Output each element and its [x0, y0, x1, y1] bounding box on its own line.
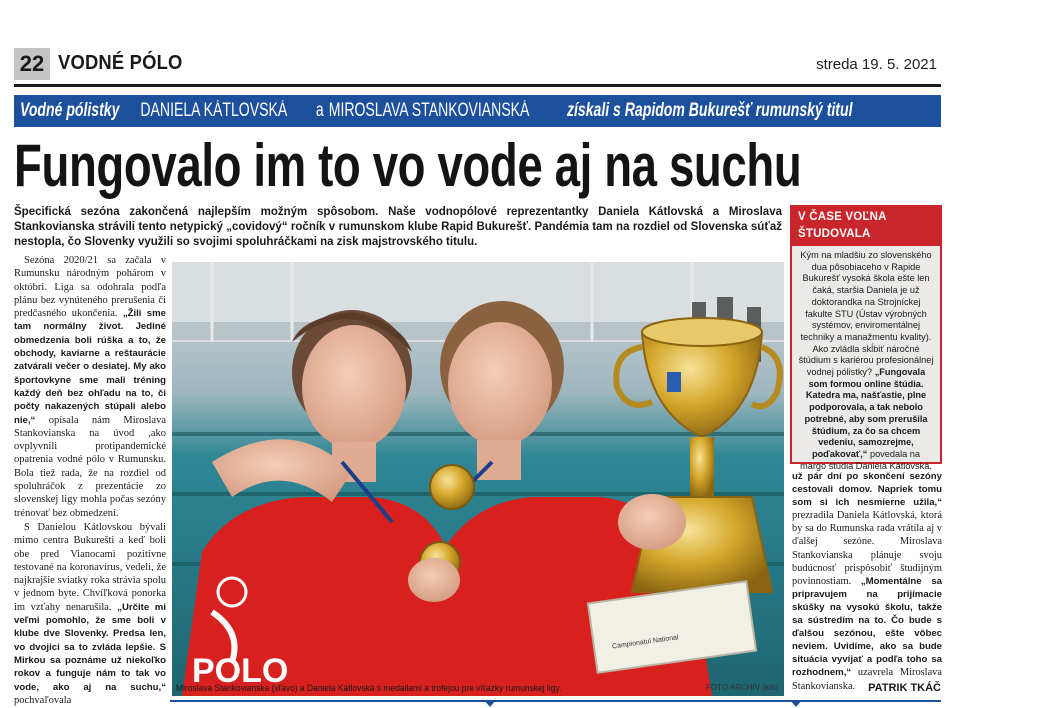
sidebar-quote: „Fungovala som formou online štúdia. Katedra ma, našťastie, plne podporovala, a tak nebolo potrebné, aby som prerušila štúdium, za čo sa chcem vedeniu, samozrejme, poďakovať,“ — [804, 367, 928, 459]
section-title: VODNÉ PÓLO — [58, 52, 183, 74]
issue-date: streda 19. 5. 2021 — [816, 56, 937, 73]
quote-text: „Momentálne sa pripravujem na prijímacie skúšky na vysokú školu, takže sa sústredím na to. Čo bude s ďalšou sezónou, ešte vôbec neviem. Uvidíme, ako sa bude situácia vyvíjať a podľa toho sa rozhodnem,“ — [792, 575, 942, 679]
kicker-part: Vodné pólistky — [20, 100, 120, 121]
footer-marker — [484, 700, 496, 707]
body-text: prezradila Daniela Kátlovská, ktorá by sa do Rumunska rada vrátila aj v ďalšej sezóne. Miroslava Stankovianska plánuje svoju budúcnosť prispôsobiť študijným povinnostiam. — [792, 510, 942, 587]
body-text: opísala nám Miroslava Stankovianska na úvod ,ako ovplyvnili protipandemické opatrenia vodné pólo v Rumunsku. Bola tiež rada, že na rozdiel od spoluhráčok z prezentácie zo slovenskej ligy mohla počas sezóny trénovať bez obmedzení. — [14, 414, 166, 519]
footer-rule — [170, 700, 941, 702]
sidebar-title: V ČASE VOĽNA ŠTUDOVALA — [792, 207, 940, 246]
body-text: pochvaľovala — [14, 694, 72, 706]
paragraph — [14, 521, 166, 707]
quote-text: „Žili sme tam normálny život. Jediné obmedzenia boli rúška a to, že obchody, kaviarne a reštaurácie zatvárali večer o desiatej. My ako športovkyne sme mali tréning každý deň bez ohľadu na to, či počty nakazených stúpali alebo nie,“ — [14, 308, 166, 426]
kicker-bar — [14, 95, 941, 127]
photo-illustration — [172, 262, 784, 696]
photo-credit: FOTO ARCHÍV (kát) — [706, 683, 779, 692]
page-number: 22 — [14, 48, 50, 80]
paragraph — [14, 254, 166, 520]
article-photo — [172, 262, 784, 696]
footer-marker — [790, 700, 802, 707]
article-column-left — [14, 254, 166, 704]
quote-text: „Určite mi veľmi pomohlo, že sme boli v klube dve Slovenky. Predsa len, vo dvojici sa to zvláda lepšie. S Mirkou sa poznáme už niekoľko rokov a funguje nám to tak vo vode, ako aj na suchu,“ — [14, 601, 166, 693]
author-byline: PATRIK TKÁČ — [868, 682, 941, 694]
body-text: uzavrela Miroslava Stankovianska. — [792, 667, 942, 692]
header-rule — [14, 84, 941, 87]
kicker-part: získali s Rapidom Bukurešť rumunský titul — [566, 100, 853, 121]
body-text: Sezóna 2020/21 sa začala v Rumunsku národným pohárom v októbri. Liga sa odohrala podľa plánu bez vynúteného prerušenia či predčasného ukončenia. — [14, 255, 166, 320]
plaque-text: Campionatul National — [611, 634, 679, 651]
sidebar-body — [792, 246, 940, 472]
kicker-part: a — [315, 100, 324, 121]
headline: Fungovalo im to vo vode aj na suchu — [14, 132, 802, 199]
sidebar-text: Kým na mladšiu zo slovenského dua pôsobiaceho v Rapide Bukurešť vysoká škola ešte len čaká, staršia Daniela je už doktorandka na Strojníckej fakulte STU (Ústav výrobných systémov, enviromentálnej techniky a manažmentu kvality). Ako zvládla skĺbiť náročné štúdium s kariérou profesionálnej vodnej pólistky? — [798, 250, 934, 378]
body-text: S Danielou Kátlovskou bývali mimo centra Bukurešti a keď boli obe pred Vianocami pozitívne testované na koronavírus, vedeli, že najkrajšie sviatky roka strávia spolu v jednom byte. Chvíľková ponorka im vzťahy nenarušila. — [14, 521, 166, 613]
kicker-name: DANIELA KÁTLOVSKÁ — [140, 100, 287, 121]
photo-caption: Miroslava Stankovianska (vľavo) a Daniela Kátlovská s medailami a trofejou pre víťazky rumunskej ligy. — [176, 682, 562, 693]
quote-text: už pár dní po skončení sezóny cestovali domov. Napriek tomu som si ich nesmierne užila,“ — [792, 471, 942, 509]
shirt-text: POLO — [192, 652, 289, 690]
sidebar-box — [790, 205, 942, 471]
kicker-name: MIROSLAVA STANKOVIANSKÁ — [329, 100, 530, 121]
lead-paragraph: Špecifická sezóna zakončená najlepším možným spôsobom. Naše vodnopólové reprezentantky Daniela Kátlovská a Miroslava Stankovianska strávili tento netypický „covidový“ ročník v rumunskom klube Rapid Bukurešť. Pandémia tam na rozdiel od Slovenska súťaž nestopla, čo Slovenky využili so svojimi spoluhráčkami na zisk majstrovského titulu. — [14, 206, 782, 248]
sidebar-text: povedala na margo štúdia Daniela Kátlovská. — [800, 448, 932, 471]
